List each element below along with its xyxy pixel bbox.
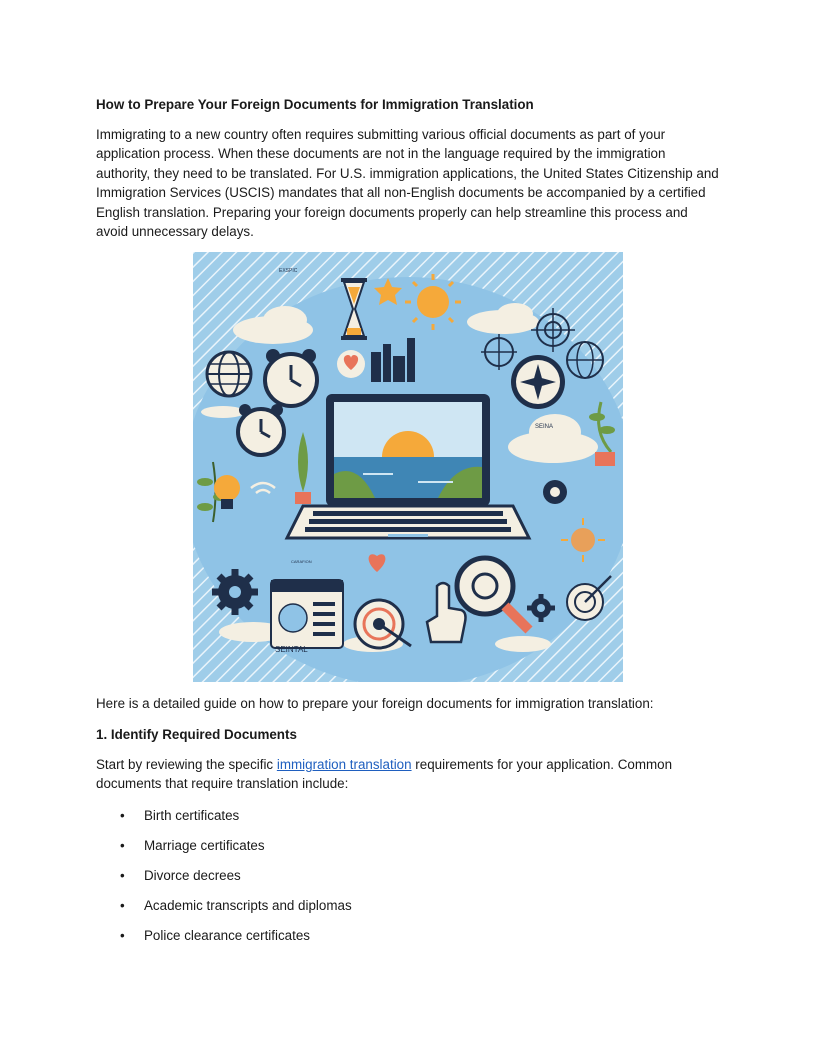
alarm-clock-icon <box>265 349 317 406</box>
list-item: • Police clearance certificates <box>96 926 720 945</box>
article-body <box>96 96 720 956</box>
section-text-after-link: requirements for your application. Common documents that require translation include: <box>96 756 673 792</box>
article-illustration <box>193 252 623 682</box>
immigration-translation-link[interactable]: immigration translation <box>276 756 412 772</box>
section-paragraph <box>96 755 720 794</box>
top-left-label: EXSPIC <box>279 268 298 275</box>
alarm-clock-icon <box>238 404 284 455</box>
intro-paragraph: Immigrating to a new country often requires submitting various official documents as part of your application process. When these documents are not in the language required by the immigration authority, they need to be translated. For U.S. immigration applications, the United States Citizenship and Immigration Services (USCIS) mandates that all non-English documents be accompanied by a certified English translation. Preparing your foreign documents properly can help streamline this process and avoid unnecessary delays. <box>96 127 719 240</box>
heart-icon <box>337 350 365 378</box>
list-item: • Marriage certificates <box>96 836 720 855</box>
guide-intro-paragraph: Here is a detailed guide on how to prepare your foreign documents for immigration translation: <box>96 696 654 712</box>
globe-icon <box>207 352 251 396</box>
calendar-icon <box>271 580 343 648</box>
small-tag-label: CARAFION <box>291 559 312 565</box>
section-heading: 1. Identify Required Documents <box>96 726 297 742</box>
article-title: How to Prepare Your Foreign Documents for Immigration Translation <box>96 97 534 112</box>
document-list <box>96 806 720 945</box>
gear-icon <box>543 480 567 504</box>
list-item: • Divorce decrees <box>96 866 720 885</box>
calendar-label: SEINTAL <box>275 645 308 655</box>
compass-icon <box>511 355 565 409</box>
list-item: • Birth certificates <box>96 806 720 825</box>
cloud-label: SEINA <box>535 424 554 431</box>
list-item: • Academic transcripts and diplomas <box>96 896 720 915</box>
section-text-before-link: Start by reviewing the specific <box>96 756 277 772</box>
